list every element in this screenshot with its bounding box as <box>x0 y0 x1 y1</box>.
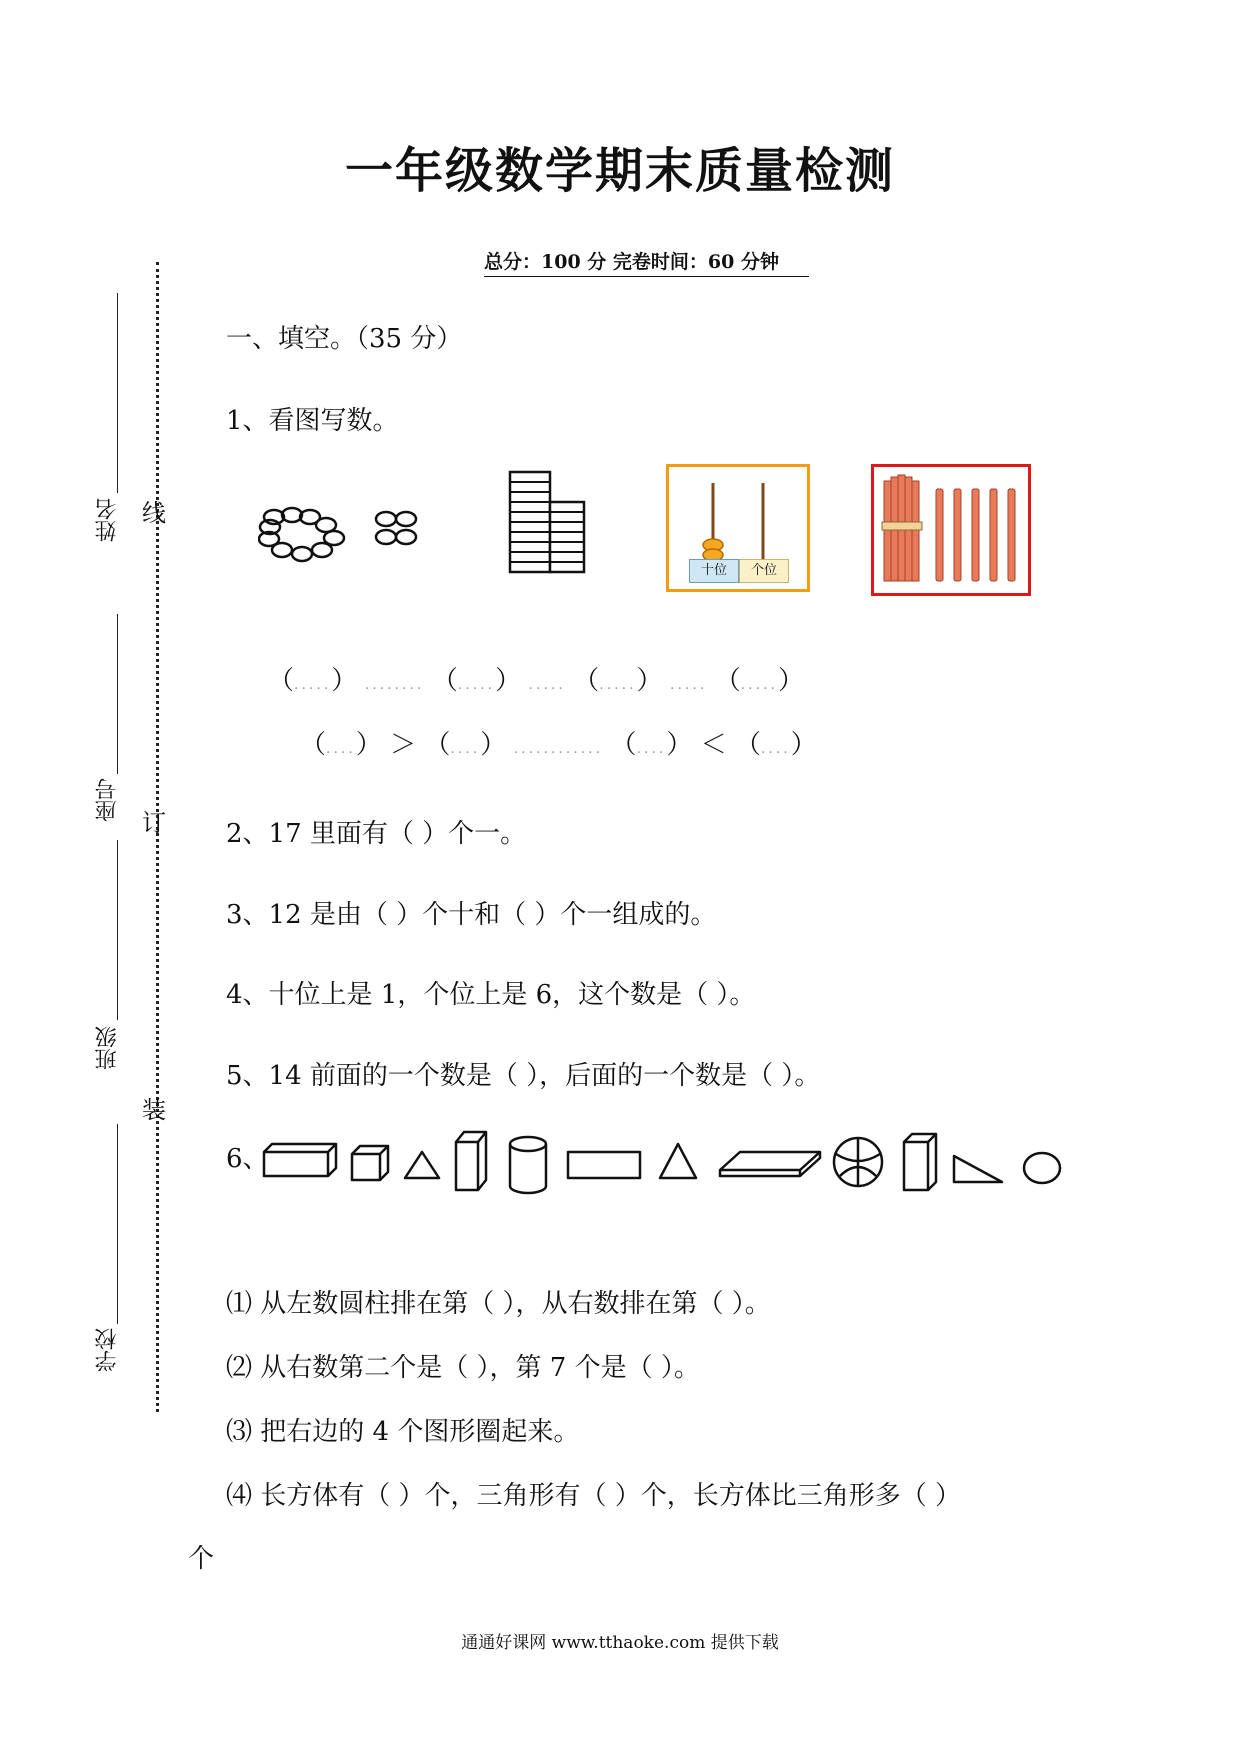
class-blank[interactable] <box>117 840 118 1020</box>
seat-blank[interactable] <box>117 614 118 774</box>
binding-char-zhuang: 装 <box>142 1096 166 1124</box>
question-4: 4、十位上是 1，个位上是 6，这个数是（ ）。 <box>226 980 756 1010</box>
label-seat: 座号 <box>95 778 120 822</box>
tall-cuboid-shape-icon <box>456 1132 486 1190</box>
page-title: 一年级数学期末质量检测 <box>344 143 895 199</box>
q6-shapes-row <box>260 1128 1080 1198</box>
q6-sub-1: ⑴ 从左数圆柱排在第（ ），从右数排在第（ ）。 <box>226 1289 771 1319</box>
ovals-group-four-icon <box>372 508 422 550</box>
q1-answer-row-2: （....） ＞ （....） ............ （....） ＜ （....） <box>300 730 817 760</box>
cuboid-shape-icon-3 <box>904 1134 936 1190</box>
flat-cuboid-shape-icon <box>720 1152 820 1176</box>
question-5: 5、14 前面的一个数是（ ），后面的一个数是（ ）。 <box>226 1061 821 1091</box>
triangle-shape-icon <box>405 1152 439 1178</box>
right-triangle-shape-icon <box>954 1156 1002 1182</box>
abacus-card <box>666 464 810 592</box>
label-school: 学校 <box>95 1328 120 1372</box>
q6-label: 6、 <box>226 1144 269 1174</box>
q6-sub-4: ⑷ 长方体有（ ）个，三角形有（ ）个，长方体比三角形多（ ） <box>226 1481 962 1511</box>
label-name: 姓名 <box>95 498 120 542</box>
sticks-bundle-icon <box>874 467 1028 593</box>
score-time-info: 总分：100 分 完卷时间：60 分钟 <box>484 247 809 277</box>
q1-answer-row-1: （.....） ........ （.....） ..... （.....） ..... （.....） <box>268 666 805 696</box>
ball-shape-icon <box>834 1138 882 1186</box>
ovals-group-ten-icon <box>258 505 348 565</box>
cylinder-shape-icon <box>510 1137 546 1193</box>
tens-place-label: 十位 <box>689 559 739 583</box>
name-blank[interactable] <box>117 293 118 493</box>
q1-compare-blank-1[interactable]: （....） <box>300 730 382 760</box>
q1-blank-3[interactable]: （.....） <box>573 666 663 696</box>
less-than-symbol: ＜ <box>700 730 727 760</box>
question-2: 2、17 里面有（ ）个一。 <box>226 819 527 849</box>
cuboid-shape-icon <box>264 1144 336 1176</box>
rectangle-shape-icon <box>568 1152 640 1178</box>
q6-sub-4-tail: 个 <box>188 1544 215 1574</box>
label-class: 班级 <box>95 1026 120 1070</box>
q1-blank-1[interactable]: （.....） <box>268 666 358 696</box>
ten-blocks-icon <box>508 470 588 576</box>
q6-sub-2: ⑵ 从右数第二个是（ ），第 7 个是（ ）。 <box>226 1353 700 1383</box>
q1-blank-4[interactable]: （.....） <box>714 666 805 696</box>
greater-than-symbol: ＞ <box>390 730 417 760</box>
q6-sub-3: ⑶ 把右边的 4 个图形圈起来。 <box>226 1417 580 1447</box>
sticks-card <box>871 464 1031 596</box>
school-blank[interactable] <box>117 1124 118 1324</box>
binding-char-ding: 订 <box>142 809 166 837</box>
triangle-shape-icon-2 <box>660 1144 696 1178</box>
q1-compare-blank-4[interactable]: （....） <box>734 730 817 760</box>
oval-shape-icon <box>1024 1153 1060 1183</box>
question-3: 3、12 是由（ ）个十和（ ）个一组成的。 <box>226 900 717 930</box>
q1-compare-blank-3[interactable]: （....） <box>610 730 693 760</box>
q1-blank-2[interactable]: （.....） <box>431 666 522 696</box>
cube-shape-icon <box>352 1146 388 1180</box>
ones-place-label: 个位 <box>739 559 789 583</box>
footer-source: 通通好课网 www.tthaoke.com 提供下载 <box>461 1633 779 1653</box>
q1-label: 1、看图写数。 <box>226 406 399 436</box>
section-heading: 一、填空。（35 分） <box>226 324 463 354</box>
q1-compare-blank-2[interactable]: （....） <box>424 730 507 760</box>
binding-char-xian: 线 <box>142 499 166 527</box>
